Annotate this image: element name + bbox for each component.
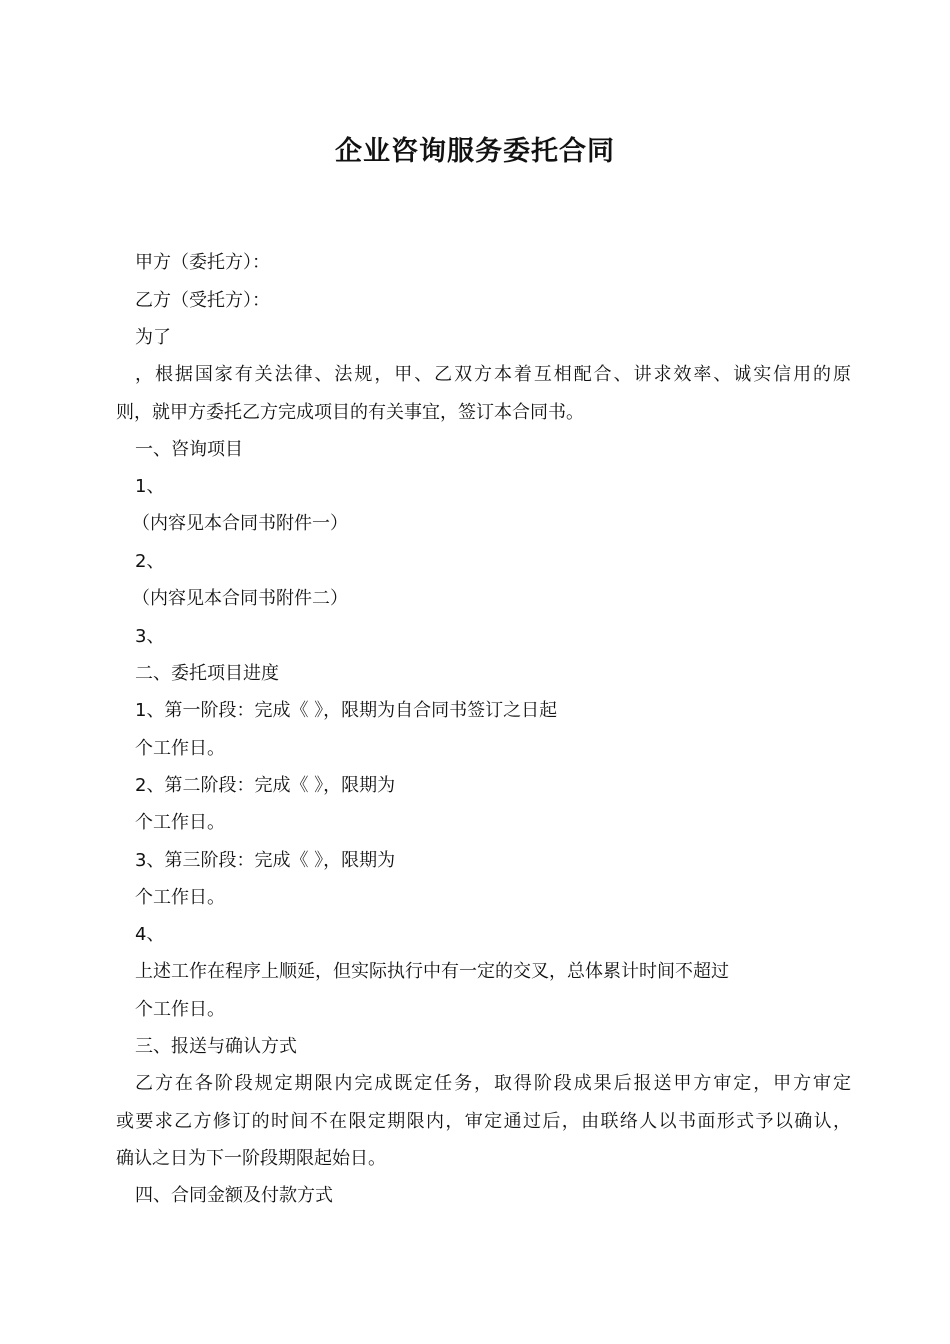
section-heading-3: 三、报送与确认方式 (135, 1036, 297, 1057)
item-2: 2、 (135, 551, 165, 572)
stage-1: 1、第一阶段：完成《 》，限期为自合同书签订之日起 (135, 700, 558, 721)
confirmation-line-2: 或要求乙方修订的时间不在限定期限内，审定通过后，由联络人以书面形式予以确认， (116, 1111, 851, 1132)
purpose-line: 为了 (135, 327, 171, 348)
item-2-note: （内容见本合同书附件二） (132, 588, 348, 609)
party-a-line: 甲方（委托方）： (135, 252, 270, 273)
stage-2: 2、第二阶段：完成《 》，限期为 (135, 775, 396, 796)
preamble-line-1: ，根据国家有关法律、法规，甲、乙双方本着互相配合、讲求效率、诚实信用的原 (135, 364, 851, 385)
section-heading-4: 四、合同金额及付款方式 (135, 1185, 333, 1206)
stage-3: 3、第三阶段：完成《 》，限期为 (135, 850, 396, 871)
preamble-line-2: 则，就甲方委托乙方完成项目的有关事宜，签订本合同书。 (116, 402, 584, 423)
stage-1-days: 个工作日。 (135, 738, 225, 759)
item-3: 3、 (135, 626, 165, 647)
section-heading-1: 一、咨询项目 (135, 439, 243, 460)
schedule-days: 个工作日。 (135, 999, 225, 1020)
document-title: 企业咨询服务委托合同 (335, 136, 615, 167)
stage-4: 4、 (135, 924, 165, 945)
section-heading-2: 二、委托项目进度 (135, 663, 279, 684)
party-b-line: 乙方（受托方）： (135, 290, 270, 311)
confirmation-line-1: 乙方在各阶段规定期限内完成既定任务，取得阶段成果后报送甲方审定，甲方审定 (135, 1073, 851, 1094)
item-1-note: （内容见本合同书附件一） (132, 513, 348, 534)
item-1: 1、 (135, 476, 165, 497)
confirmation-line-3: 确认之日为下一阶段期限起始日。 (116, 1148, 386, 1169)
stage-3-days: 个工作日。 (135, 887, 225, 908)
schedule-note: 上述工作在程序上顺延，但实际执行中有一定的交叉，总体累计时间不超过 (135, 961, 729, 982)
stage-2-days: 个工作日。 (135, 812, 225, 833)
